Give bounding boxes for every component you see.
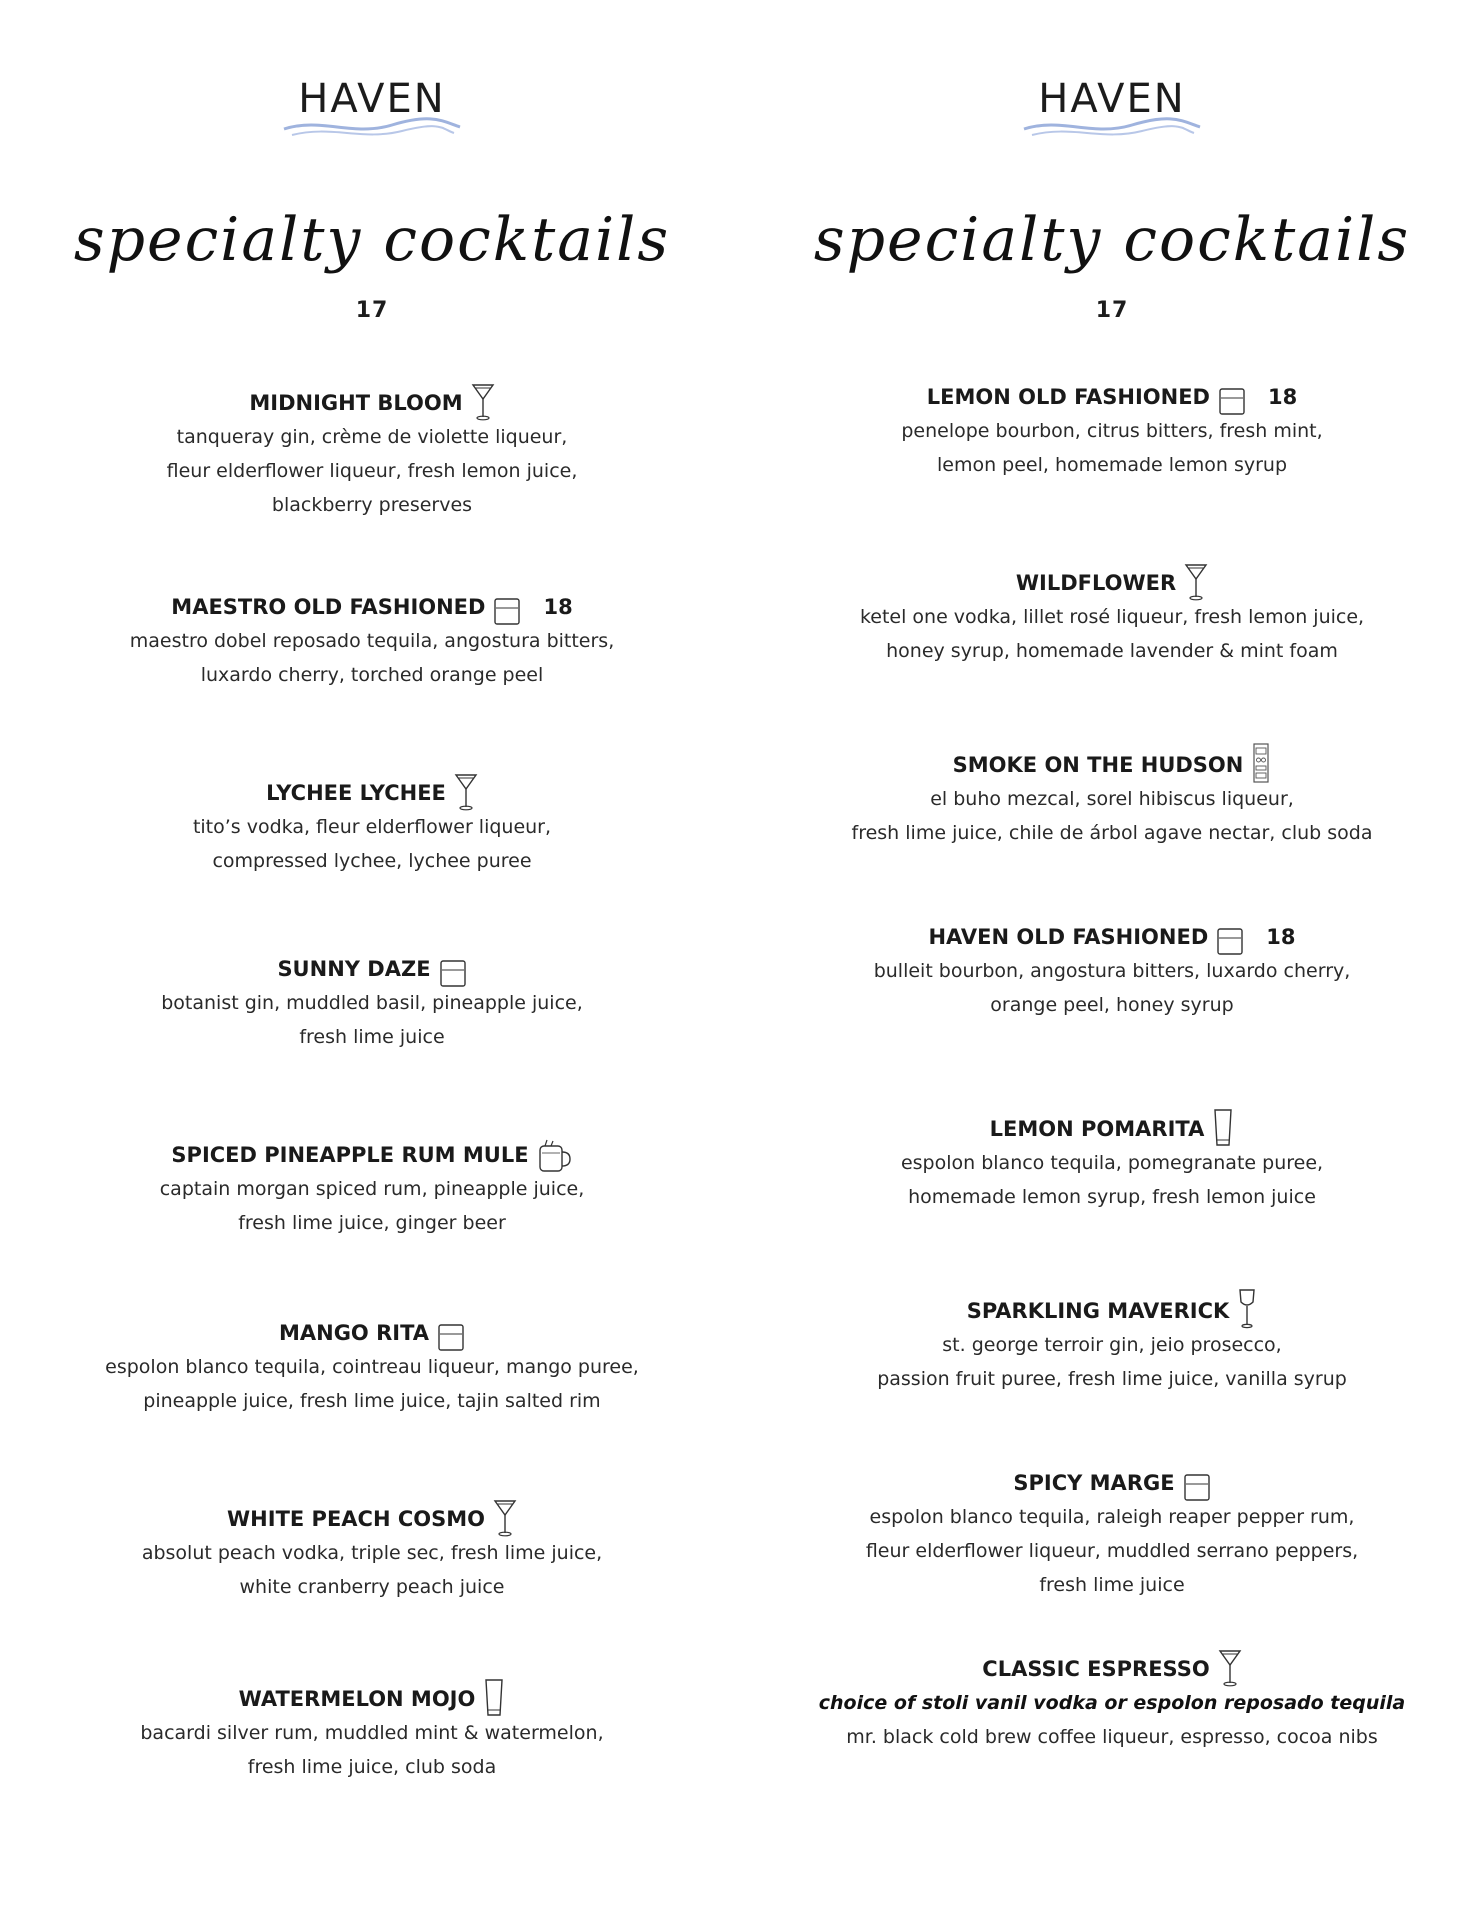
menu-item-title (72, 770, 672, 810)
item-description-line: fleur elderflower liqueur, muddled serrano peppers, (865, 1540, 1359, 1562)
menu-item-title (812, 1106, 1412, 1146)
menu-item-title (812, 1646, 1412, 1686)
item-description-line: fleur elderflower liqueur, fresh lemon juice, (166, 460, 578, 482)
menu-item-title (812, 740, 1412, 782)
item-description-line: fresh lime juice (1039, 1574, 1185, 1596)
haven-logo (72, 75, 672, 139)
item-description-line: honey syrup, homemade lavender & mint foam (886, 640, 1338, 662)
menu-item-title (72, 1496, 672, 1536)
item-description-line: botanist gin, muddled basil, pineapple juice, (161, 992, 583, 1014)
item-description-line: espolon blanco tequila, raleigh reaper pepper rum, (869, 1506, 1355, 1528)
wine-glass-icon (1237, 1288, 1257, 1330)
menu-heading: specialty cocktails (813, 205, 1411, 275)
menu-item-title (72, 1316, 672, 1350)
menu-item (812, 1466, 1412, 1602)
item-description-line: lemon peel, homemade lemon syrup (936, 454, 1288, 476)
cocktail-name: SMOKE ON THE HUDSON (952, 753, 1244, 777)
rocks-glass-icon (439, 958, 467, 988)
menu-heading: specialty cocktails (73, 205, 671, 275)
item-price: 18 (1268, 385, 1298, 409)
item-description-line: homemade lemon syrup, fresh lemon juice (908, 1186, 1316, 1208)
menu-item (72, 1136, 672, 1240)
item-description-line: orange peel, honey syrup (990, 994, 1234, 1016)
cocktail-name: LEMON OLD FASHIONED (926, 385, 1210, 409)
rocks-glass-icon (1216, 926, 1244, 956)
menu-item (812, 740, 1412, 850)
item-description-line: espolon blanco tequila, cointreau liqueur, mango puree, (105, 1356, 639, 1378)
right-menu-column (812, 0, 1412, 1920)
menu-item (812, 920, 1412, 1022)
haven-logo (812, 75, 1412, 139)
martini-glass-icon (454, 772, 478, 812)
highball-glass-icon (1212, 1108, 1234, 1148)
rocks-glass-icon (493, 596, 521, 626)
item-description-line: fresh lime juice, ginger beer (238, 1212, 506, 1234)
item-description-line: fresh lime juice, chile de árbol agave nectar, club soda (851, 822, 1373, 844)
martini-glass-icon (471, 382, 495, 422)
item-description-line: el buho mezcal, sorel hibiscus liqueur, (930, 788, 1294, 810)
cocktail-name: MAESTRO OLD FASHIONED (171, 595, 486, 619)
menu-item (812, 560, 1412, 668)
item-note: choice of stoli vanil vodka or espolon reposado tequila (818, 1692, 1406, 1714)
rocks-glass-icon (437, 1322, 465, 1352)
item-description-line: absolut peach vodka, triple sec, fresh lime juice, (141, 1542, 603, 1564)
logo-text: HAVEN (298, 76, 446, 122)
menu-item-title (72, 380, 672, 420)
logo-text: HAVEN (1038, 76, 1186, 122)
menu-item-title (72, 1136, 672, 1172)
menu-item (72, 1676, 672, 1784)
item-description-line: maestro dobel reposado tequila, angostura bitters, (129, 630, 615, 652)
cocktail-name: WATERMELON MOJO (238, 1687, 476, 1711)
item-description-line: ketel one vodka, lillet rosé liqueur, fresh lemon juice, (859, 606, 1365, 628)
menu-item (812, 380, 1412, 482)
cocktail-name: HAVEN OLD FASHIONED (928, 925, 1209, 949)
item-price: 18 (1266, 925, 1296, 949)
menu-item-title (812, 380, 1412, 414)
cocktail-name: LEMON POMARITA (989, 1117, 1205, 1141)
cocktail-name: SPICY MARGE (1013, 1471, 1175, 1495)
menu-item (72, 770, 672, 878)
menu-item-title (812, 920, 1412, 954)
item-description-line: fresh lime juice (299, 1026, 445, 1048)
item-description-line: captain morgan spiced rum, pineapple juice, (159, 1178, 585, 1200)
menu-item (72, 1496, 672, 1604)
martini-glass-icon (1218, 1648, 1242, 1688)
cocktail-name: SPARKLING MAVERICK (966, 1299, 1230, 1323)
item-description-line: penelope bourbon, citrus bitters, fresh mint, (901, 420, 1323, 442)
cocktail-name: LYCHEE LYCHEE (266, 781, 446, 805)
left-menu-column (72, 0, 672, 1920)
cocktail-name: WHITE PEACH COSMO (227, 1507, 485, 1531)
menu-item (812, 1646, 1412, 1754)
menu-item (72, 590, 672, 692)
menu-item (72, 1316, 672, 1418)
item-description-line: espolon blanco tequila, pomegranate puree, (900, 1152, 1324, 1174)
item-description-line: white cranberry peach juice (239, 1576, 505, 1598)
martini-glass-icon (1184, 562, 1208, 602)
menu-item (812, 1286, 1412, 1396)
item-description-line: bulleit bourbon, angostura bitters, luxardo cherry, (873, 960, 1351, 982)
menu-item-title (812, 1466, 1412, 1500)
item-description-line: tito’s vodka, fleur elderflower liqueur, (192, 816, 552, 838)
menu-item-title (72, 1676, 672, 1716)
mule-mug-icon (537, 1138, 573, 1174)
item-description-line: compressed lychee, lychee puree (212, 850, 532, 872)
item-description-line: luxardo cherry, torched orange peel (200, 664, 544, 686)
cocktail-name: SPICED PINEAPPLE RUM MULE (171, 1143, 529, 1167)
rocks-glass-icon (1218, 386, 1246, 416)
menu-price: 17 (355, 298, 389, 323)
cocktail-name: MANGO RITA (278, 1321, 430, 1345)
item-price: 18 (543, 595, 573, 619)
cocktail-name: WILDFLOWER (1015, 571, 1177, 595)
cocktail-name: SUNNY DAZE (277, 957, 431, 981)
item-description-line: pineapple juice, fresh lime juice, tajin salted rim (143, 1390, 601, 1412)
menu-item-title (812, 1286, 1412, 1328)
item-description-line: passion fruit puree, fresh lime juice, vanilla syrup (877, 1368, 1347, 1390)
item-description-line: tanqueray gin, crème de violette liqueur, (176, 426, 568, 448)
item-description-line: blackberry preserves (271, 494, 473, 516)
menu-item-title (812, 560, 1412, 600)
cocktail-name: CLASSIC ESPRESSO (982, 1657, 1210, 1681)
highball-glass-icon (483, 1678, 505, 1718)
martini-glass-icon (493, 1498, 517, 1538)
cocktail-name: MIDNIGHT BLOOM (249, 391, 463, 415)
menu-item-title (72, 590, 672, 624)
item-description-line: fresh lime juice, club soda (247, 1756, 497, 1778)
menu-item-title (72, 952, 672, 986)
item-description-line: st. george terroir gin, jeio prosecco, (942, 1334, 1282, 1356)
item-description-line: bacardi silver rum, muddled mint & watermelon, (140, 1722, 604, 1744)
menu-item (72, 380, 672, 522)
menu-item (812, 1106, 1412, 1214)
menu-item (72, 952, 672, 1054)
menu-price: 17 (1095, 298, 1129, 323)
rocks-glass-icon (1183, 1472, 1211, 1502)
item-description-line: mr. black cold brew coffee liqueur, espresso, cocoa nibs (846, 1726, 1378, 1748)
tiki-glass-icon (1251, 742, 1271, 784)
